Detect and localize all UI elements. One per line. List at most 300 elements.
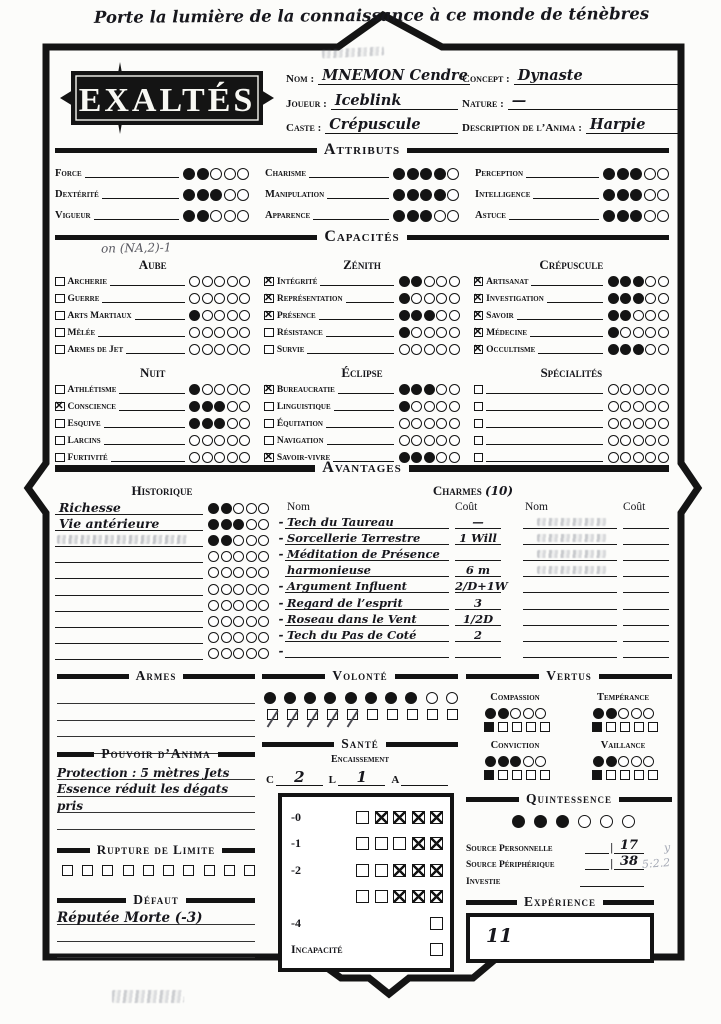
rating-dot[interactable]: [189, 310, 200, 321]
check-box[interactable]: [307, 709, 318, 720]
rating-dot[interactable]: [233, 584, 244, 595]
rating-dot[interactable]: [603, 189, 615, 201]
historique-write-line[interactable]: [55, 596, 203, 612]
rating-dot[interactable]: [393, 168, 405, 180]
health-boxes[interactable]: [425, 943, 444, 956]
rating-dot[interactable]: [411, 418, 422, 429]
rating-dot[interactable]: [449, 276, 460, 287]
skill-checkbox[interactable]: [264, 311, 274, 321]
charme-cost-line[interactable]: [623, 513, 669, 529]
check-box[interactable]: [327, 709, 338, 720]
rating-dot[interactable]: [434, 210, 446, 222]
limit-break-boxes[interactable]: [57, 865, 255, 876]
rating-dot[interactable]: [210, 189, 222, 201]
rating-dot[interactable]: [645, 327, 656, 338]
rating-dot[interactable]: [620, 418, 631, 429]
check-box[interactable]: [427, 709, 438, 720]
charme-cost-line[interactable]: [623, 529, 669, 545]
rating-dot[interactable]: [214, 276, 225, 287]
specialite-checkbox[interactable]: [474, 436, 484, 446]
rating-dot[interactable]: [214, 401, 225, 412]
vertu-channel-boxes[interactable]: [466, 720, 564, 734]
rating-dot[interactable]: [658, 344, 669, 355]
rating-dot[interactable]: [258, 632, 269, 643]
rating-dot[interactable]: [643, 756, 654, 767]
rating-dot[interactable]: [633, 435, 644, 446]
charme-cost-line[interactable]: [455, 594, 501, 610]
check-box[interactable]: [648, 770, 658, 780]
field-value[interactable]: Crépuscule: [325, 117, 458, 134]
rating-dot[interactable]: [233, 616, 244, 627]
charme-cost-line[interactable]: [455, 610, 501, 626]
rating-dot[interactable]: [449, 310, 460, 321]
skill-checkbox[interactable]: [264, 328, 274, 338]
rating-dot[interactable]: [434, 168, 446, 180]
rating-dot[interactable]: [485, 708, 496, 719]
rating-dot[interactable]: [189, 276, 200, 287]
check-box[interactable]: [430, 890, 443, 903]
vertu-rating[interactable]: [574, 754, 672, 768]
check-box[interactable]: [592, 722, 602, 732]
check-box[interactable]: [484, 722, 494, 732]
rating-dot[interactable]: [645, 293, 656, 304]
check-box[interactable]: [540, 770, 550, 780]
rating-dot[interactable]: [258, 616, 269, 627]
rating-dot[interactable]: [449, 384, 460, 395]
rating-dot[interactable]: [411, 384, 422, 395]
charme-name-line[interactable]: [523, 529, 617, 545]
volonte-permanent-rating[interactable]: [262, 692, 458, 704]
rating-dot[interactable]: [658, 384, 669, 395]
rating-dot[interactable]: [523, 708, 534, 719]
check-box[interactable]: [620, 770, 630, 780]
rating-dot[interactable]: [617, 189, 629, 201]
rating-dot[interactable]: [208, 551, 219, 562]
rating-dot[interactable]: [608, 327, 619, 338]
skill-checkbox[interactable]: [55, 436, 65, 446]
rating-dot[interactable]: [399, 276, 410, 287]
check-box[interactable]: [512, 722, 522, 732]
rating-dot[interactable]: [593, 756, 604, 767]
rating-dot[interactable]: [449, 435, 460, 446]
rating-dot[interactable]: [446, 692, 458, 704]
blank-write-line[interactable]: [57, 704, 255, 720]
skill-rating[interactable]: [606, 293, 669, 304]
skill-rating[interactable]: [397, 276, 460, 287]
rating-dot[interactable]: [645, 344, 656, 355]
essence-pool-value[interactable]: 17: [614, 839, 644, 854]
blank-write-line[interactable]: [486, 434, 603, 445]
rating-dot[interactable]: [424, 276, 435, 287]
skill-rating[interactable]: [188, 435, 251, 446]
rating-dot[interactable]: [436, 310, 447, 321]
charme-name-line[interactable]: [523, 626, 617, 642]
rating-dot[interactable]: [233, 551, 244, 562]
rating-dot[interactable]: [556, 815, 569, 828]
rating-dot[interactable]: [202, 310, 213, 321]
rating-dot[interactable]: [424, 344, 435, 355]
skill-checkbox[interactable]: [55, 311, 65, 321]
experience-box[interactable]: [466, 913, 654, 963]
health-boxes[interactable]: [351, 811, 444, 824]
skill-checkbox[interactable]: [264, 345, 274, 355]
rating-dot[interactable]: [183, 168, 195, 180]
rating-dot[interactable]: [239, 435, 250, 446]
rating-dot[interactable]: [645, 310, 656, 321]
rating-dot[interactable]: [644, 189, 656, 201]
anima-text-line[interactable]: [57, 813, 255, 829]
rating-dot[interactable]: [197, 210, 209, 222]
rating-dot[interactable]: [630, 168, 642, 180]
rating-dot[interactable]: [399, 327, 410, 338]
rating-dot[interactable]: [227, 418, 238, 429]
rating-dot[interactable]: [436, 384, 447, 395]
rating-dot[interactable]: [224, 168, 236, 180]
charme-cost-line[interactable]: [455, 642, 501, 658]
rating-dot[interactable]: [411, 401, 422, 412]
charme-name-line[interactable]: [523, 594, 617, 610]
rating-dot[interactable]: [593, 708, 604, 719]
rating-dot[interactable]: [324, 692, 336, 704]
charme-name-line[interactable]: [285, 577, 449, 593]
rating-dot[interactable]: [239, 276, 250, 287]
charme-cost-line[interactable]: [455, 561, 501, 577]
rating-dot[interactable]: [214, 344, 225, 355]
skill-checkbox[interactable]: [55, 402, 65, 412]
charme-cost-line[interactable]: [455, 529, 501, 545]
skill-checkbox[interactable]: [55, 385, 65, 395]
rating-dot[interactable]: [233, 648, 244, 659]
rating-dot[interactable]: [608, 435, 619, 446]
check-box[interactable]: [634, 770, 644, 780]
charme-cost-line[interactable]: [455, 513, 501, 529]
specialite-rating[interactable]: [606, 418, 669, 429]
rating-dot[interactable]: [424, 310, 435, 321]
rating-dot[interactable]: [411, 344, 422, 355]
historique-rating[interactable]: [207, 551, 270, 562]
rating-dot[interactable]: [424, 293, 435, 304]
rating-dot[interactable]: [644, 168, 656, 180]
rating-dot[interactable]: [210, 210, 222, 222]
historique-rating[interactable]: [207, 567, 270, 578]
field-value[interactable]: Harpie: [586, 117, 678, 134]
rating-dot[interactable]: [214, 293, 225, 304]
check-box[interactable]: [375, 837, 388, 850]
rating-dot[interactable]: [620, 401, 631, 412]
check-box[interactable]: [163, 865, 174, 876]
rating-dot[interactable]: [258, 584, 269, 595]
rating-dot[interactable]: [608, 293, 619, 304]
check-box[interactable]: [634, 722, 644, 732]
charme-cost-line[interactable]: [623, 577, 669, 593]
rating-dot[interactable]: [436, 276, 447, 287]
rating-dot[interactable]: [189, 293, 200, 304]
rating-dot[interactable]: [424, 435, 435, 446]
rating-dot[interactable]: [633, 384, 644, 395]
historique-rating[interactable]: [207, 519, 270, 530]
field-value[interactable]: Iceblink: [331, 93, 458, 110]
rating-dot[interactable]: [633, 401, 644, 412]
rating-dot[interactable]: [221, 632, 232, 643]
rating-dot[interactable]: [208, 600, 219, 611]
check-box[interactable]: [412, 811, 425, 824]
charme-cost-line[interactable]: [455, 545, 501, 561]
rating-dot[interactable]: [239, 384, 250, 395]
check-box[interactable]: [356, 890, 369, 903]
attribute-rating[interactable]: [602, 168, 670, 180]
vertu-channel-boxes[interactable]: [466, 768, 564, 782]
rating-dot[interactable]: [246, 551, 257, 562]
rating-dot[interactable]: [620, 344, 631, 355]
rating-dot[interactable]: [258, 600, 269, 611]
skill-rating[interactable]: [397, 384, 460, 395]
check-box[interactable]: [267, 709, 278, 720]
rating-dot[interactable]: [264, 692, 276, 704]
rating-dot[interactable]: [407, 189, 419, 201]
charme-cost-line[interactable]: [623, 610, 669, 626]
skill-rating[interactable]: [397, 401, 460, 412]
blank-write-line[interactable]: [486, 400, 603, 411]
skill-checkbox[interactable]: [264, 385, 274, 395]
skill-checkbox[interactable]: [474, 294, 484, 304]
historique-write-line[interactable]: [55, 628, 203, 644]
quintessence-rating[interactable]: [466, 815, 672, 828]
rating-dot[interactable]: [246, 648, 257, 659]
charme-name-line[interactable]: [523, 545, 617, 561]
check-box[interactable]: [356, 811, 369, 824]
rating-dot[interactable]: [534, 815, 547, 828]
soak-value[interactable]: 1: [338, 770, 385, 786]
vertu-channel-boxes[interactable]: [574, 768, 672, 782]
rating-dot[interactable]: [434, 189, 446, 201]
vertu-rating[interactable]: [466, 706, 564, 720]
rating-dot[interactable]: [233, 600, 244, 611]
skill-rating[interactable]: [188, 293, 251, 304]
check-box[interactable]: [375, 864, 388, 877]
historique-write-line[interactable]: [55, 563, 203, 579]
essence-pool-value[interactable]: 38: [614, 855, 644, 870]
rating-dot[interactable]: [365, 692, 377, 704]
rating-dot[interactable]: [221, 584, 232, 595]
skill-checkbox[interactable]: [264, 402, 274, 412]
specialite-rating[interactable]: [606, 435, 669, 446]
rating-dot[interactable]: [411, 276, 422, 287]
historique-write-line[interactable]: [55, 612, 203, 628]
rating-dot[interactable]: [449, 293, 460, 304]
rating-dot[interactable]: [399, 344, 410, 355]
skill-rating[interactable]: [397, 327, 460, 338]
rating-dot[interactable]: [424, 418, 435, 429]
check-box[interactable]: [484, 770, 494, 780]
skill-rating[interactable]: [188, 401, 251, 412]
rating-dot[interactable]: [420, 168, 432, 180]
rating-dot[interactable]: [449, 418, 460, 429]
check-box[interactable]: [620, 722, 630, 732]
skill-rating[interactable]: [606, 310, 669, 321]
rating-dot[interactable]: [420, 189, 432, 201]
rating-dot[interactable]: [644, 210, 656, 222]
check-box[interactable]: [592, 770, 602, 780]
rating-dot[interactable]: [411, 435, 422, 446]
rating-dot[interactable]: [221, 567, 232, 578]
rating-dot[interactable]: [246, 600, 257, 611]
charme-cost-line[interactable]: [623, 545, 669, 561]
rating-dot[interactable]: [221, 616, 232, 627]
charme-name-line[interactable]: [523, 610, 617, 626]
check-box[interactable]: [102, 865, 113, 876]
rating-dot[interactable]: [411, 293, 422, 304]
rating-dot[interactable]: [600, 815, 613, 828]
attribute-rating[interactable]: [182, 168, 250, 180]
check-box[interactable]: [430, 864, 443, 877]
blank-write-line[interactable]: [57, 721, 255, 737]
check-box[interactable]: [393, 864, 406, 877]
check-box[interactable]: [224, 865, 235, 876]
rating-dot[interactable]: [424, 401, 435, 412]
blank-write-line[interactable]: [585, 840, 609, 854]
rating-dot[interactable]: [202, 384, 213, 395]
attribute-rating[interactable]: [392, 168, 460, 180]
rating-dot[interactable]: [246, 519, 257, 530]
rating-dot[interactable]: [510, 756, 521, 767]
blank-write-line[interactable]: [57, 688, 255, 704]
specialite-checkbox[interactable]: [474, 402, 484, 412]
rating-dot[interactable]: [189, 384, 200, 395]
rating-dot[interactable]: [189, 418, 200, 429]
rating-dot[interactable]: [208, 616, 219, 627]
rating-dot[interactable]: [633, 276, 644, 287]
skill-rating[interactable]: [188, 327, 251, 338]
skill-checkbox[interactable]: [55, 294, 65, 304]
rating-dot[interactable]: [411, 327, 422, 338]
charme-name-line[interactable]: [285, 561, 449, 577]
anima-text-line[interactable]: [57, 764, 255, 780]
check-box[interactable]: [412, 890, 425, 903]
rating-dot[interactable]: [645, 435, 656, 446]
rating-dot[interactable]: [208, 648, 219, 659]
field-value[interactable]: MNEMON Cendre: [318, 68, 470, 85]
check-box[interactable]: [356, 837, 369, 850]
skill-rating[interactable]: [606, 276, 669, 287]
rating-dot[interactable]: [658, 310, 669, 321]
check-box[interactable]: [648, 722, 658, 732]
rating-dot[interactable]: [258, 519, 269, 530]
historique-rating[interactable]: [207, 535, 270, 546]
skill-checkbox[interactable]: [474, 345, 484, 355]
rating-dot[interactable]: [523, 756, 534, 767]
rating-dot[interactable]: [608, 344, 619, 355]
rating-dot[interactable]: [630, 189, 642, 201]
check-box[interactable]: [540, 722, 550, 732]
rating-dot[interactable]: [227, 276, 238, 287]
rating-dot[interactable]: [633, 327, 644, 338]
rating-dot[interactable]: [620, 276, 631, 287]
rating-dot[interactable]: [239, 344, 250, 355]
anima-text-line[interactable]: [57, 780, 255, 796]
health-boxes[interactable]: [425, 917, 444, 930]
rating-dot[interactable]: [436, 344, 447, 355]
rating-dot[interactable]: [246, 632, 257, 643]
historique-rating[interactable]: [207, 616, 270, 627]
rating-dot[interactable]: [214, 418, 225, 429]
defaut-write-line[interactable]: [57, 909, 255, 925]
rating-dot[interactable]: [227, 435, 238, 446]
rating-dot[interactable]: [608, 276, 619, 287]
rating-dot[interactable]: [645, 418, 656, 429]
rating-dot[interactable]: [622, 815, 635, 828]
charme-name-line[interactable]: [285, 513, 449, 529]
rating-dot[interactable]: [393, 189, 405, 201]
check-box[interactable]: [412, 837, 425, 850]
rating-dot[interactable]: [246, 535, 257, 546]
skill-rating[interactable]: [397, 293, 460, 304]
rating-dot[interactable]: [237, 168, 249, 180]
rating-dot[interactable]: [202, 293, 213, 304]
check-box[interactable]: [430, 811, 443, 824]
attribute-rating[interactable]: [392, 210, 460, 222]
rating-dot[interactable]: [617, 210, 629, 222]
rating-dot[interactable]: [411, 310, 422, 321]
historique-write-line[interactable]: [55, 515, 203, 531]
rating-dot[interactable]: [449, 327, 460, 338]
rating-dot[interactable]: [233, 503, 244, 514]
rating-dot[interactable]: [239, 401, 250, 412]
skill-rating[interactable]: [397, 344, 460, 355]
rating-dot[interactable]: [227, 327, 238, 338]
rating-dot[interactable]: [221, 600, 232, 611]
soak-value[interactable]: [401, 785, 448, 786]
blank-write-line[interactable]: [57, 942, 255, 958]
rating-dot[interactable]: [183, 189, 195, 201]
rating-dot[interactable]: [202, 327, 213, 338]
skill-rating[interactable]: [188, 418, 251, 429]
charme-name-line[interactable]: [285, 529, 449, 545]
rating-dot[interactable]: [258, 648, 269, 659]
check-box[interactable]: [430, 943, 443, 956]
skill-rating[interactable]: [188, 384, 251, 395]
check-box[interactable]: [407, 709, 418, 720]
vertu-rating[interactable]: [574, 706, 672, 720]
charme-cost-line[interactable]: [455, 626, 501, 642]
rating-dot[interactable]: [227, 310, 238, 321]
rating-dot[interactable]: [214, 384, 225, 395]
charme-cost-line[interactable]: [623, 642, 669, 658]
specialite-checkbox[interactable]: [474, 385, 484, 395]
rating-dot[interactable]: [258, 567, 269, 578]
rating-dot[interactable]: [620, 435, 631, 446]
specialite-checkbox[interactable]: [474, 419, 484, 429]
rating-dot[interactable]: [633, 344, 644, 355]
rating-dot[interactable]: [197, 168, 209, 180]
health-boxes[interactable]: [351, 864, 444, 877]
field-value[interactable]: Dynaste: [514, 68, 678, 85]
rating-dot[interactable]: [189, 435, 200, 446]
historique-rating[interactable]: [207, 600, 270, 611]
blank-write-line[interactable]: [486, 383, 603, 394]
rating-dot[interactable]: [630, 210, 642, 222]
rating-dot[interactable]: [608, 384, 619, 395]
historique-write-line[interactable]: [55, 644, 203, 660]
rating-dot[interactable]: [202, 276, 213, 287]
rating-dot[interactable]: [399, 435, 410, 446]
rating-dot[interactable]: [385, 692, 397, 704]
rating-dot[interactable]: [208, 567, 219, 578]
rating-dot[interactable]: [420, 210, 432, 222]
health-boxes[interactable]: [351, 837, 444, 850]
rating-dot[interactable]: [436, 327, 447, 338]
historique-rating[interactable]: [207, 584, 270, 595]
skill-checkbox[interactable]: [55, 277, 65, 287]
